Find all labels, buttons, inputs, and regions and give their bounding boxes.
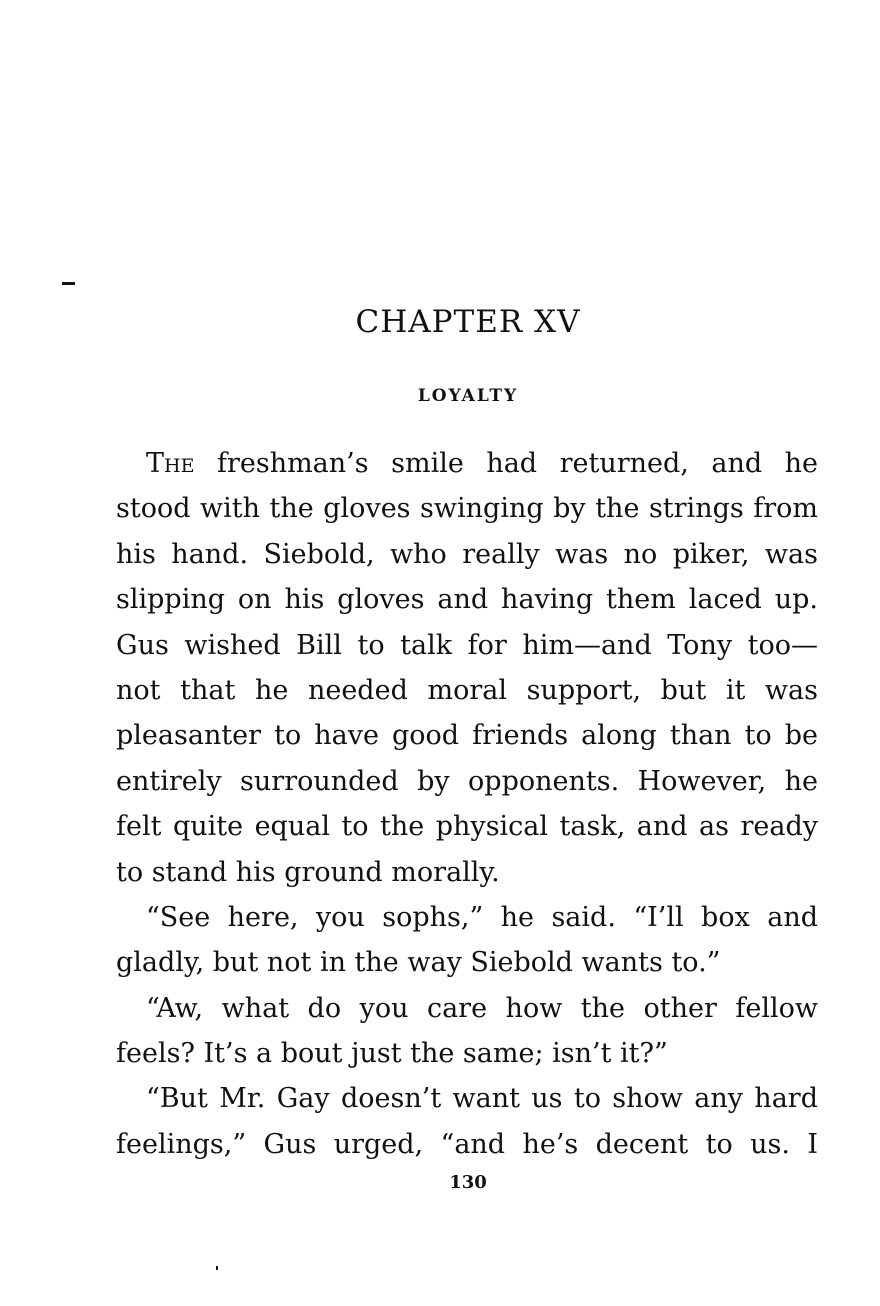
text-line: gladly, but not in the way Siebold wants to.” <box>116 947 721 979</box>
body-text <box>116 441 818 1167</box>
text-line: slipping on his gloves and having them laced up. <box>116 584 818 616</box>
text-line: pleasanter to have good friends along than to be <box>116 720 818 752</box>
text-line: “Aw, what do you care how the other fellow <box>146 992 818 1024</box>
text-line: Gus wished Bill to talk for him—and Tony too— <box>116 629 818 661</box>
text-line: his hand. Siebold, who really was no piker, was <box>116 538 818 570</box>
text-line: feelings,” Gus urged, “and he’s decent to us. I <box>116 1128 818 1160</box>
text-line: felt quite equal to the physical task, and as ready <box>116 811 818 843</box>
ink-speck <box>216 1266 218 1270</box>
text-line: stood with the gloves swinging by the strings from <box>116 493 818 525</box>
text-line: not that he needed moral support, but it was <box>116 674 818 706</box>
text-line-content: freshman’s smile had returned, and he <box>194 448 818 479</box>
chapter-title: CHAPTER XV <box>355 304 581 340</box>
drop-word: The <box>146 448 195 479</box>
text-line: “But Mr. Gay doesn’t want us to show any hard <box>146 1083 818 1115</box>
ink-speck <box>62 282 75 285</box>
text-line <box>116 441 818 486</box>
text-line: entirely surrounded by opponents. However, he <box>116 765 818 797</box>
chapter-subtitle: LOYALTY <box>417 386 519 406</box>
text-line: to stand his ground morally. <box>116 856 500 888</box>
page-number: 130 <box>449 1172 487 1193</box>
text-line: “See here, you sophs,” he said. “I’ll box and <box>146 901 818 933</box>
text-line: feels? It’s a bout just the same; isn’t it?” <box>116 1038 668 1070</box>
